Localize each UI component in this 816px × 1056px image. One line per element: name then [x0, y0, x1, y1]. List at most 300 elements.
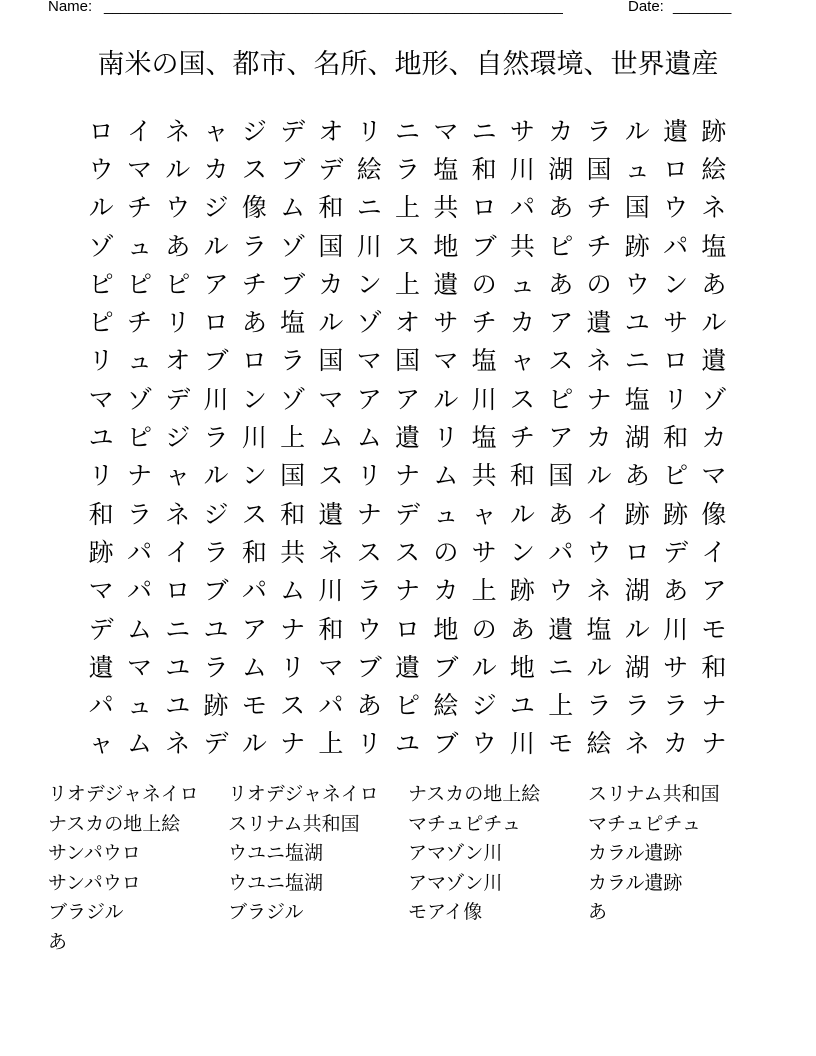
grid-cell[interactable]: ス	[548, 346, 574, 376]
grid-cell[interactable]: マ	[318, 652, 344, 682]
grid-cell[interactable]: ャ	[471, 499, 497, 529]
word-list-item: ナスカの地上絵	[408, 783, 541, 805]
grid-cell[interactable]: 像	[701, 499, 727, 529]
grid-cell[interactable]: 共	[509, 231, 535, 261]
grid-cell[interactable]: ム	[280, 193, 306, 223]
grid-cell[interactable]: デ	[165, 384, 191, 414]
grid-cell[interactable]: ブ	[471, 231, 497, 261]
grid-cell[interactable]: 絵	[701, 154, 727, 184]
grid-cell[interactable]: ウ	[165, 193, 191, 223]
grid-cell[interactable]: モ	[548, 729, 574, 759]
grid-cell[interactable]: ゾ	[356, 308, 382, 338]
grid-cell[interactable]: ウ	[471, 729, 497, 759]
grid-cell[interactable]: 国	[318, 231, 344, 261]
grid-cell[interactable]: マ	[433, 116, 459, 146]
grid-cell[interactable]: ピ	[126, 423, 152, 453]
grid-cell[interactable]: リ	[280, 652, 306, 682]
grid-cell[interactable]: あ	[548, 193, 574, 223]
grid-cell[interactable]: チ	[126, 193, 152, 223]
grid-cell[interactable]: 湖	[548, 154, 574, 184]
grid-cell[interactable]: 遺	[395, 423, 421, 453]
grid-cell[interactable]: 共	[471, 461, 497, 491]
grid-cell[interactable]: 川	[203, 384, 229, 414]
grid-cell[interactable]: カ	[663, 729, 689, 759]
grid-cell[interactable]: 共	[280, 537, 306, 567]
grid-cell[interactable]: ゾ	[88, 231, 114, 261]
grid-cell[interactable]: ス	[509, 384, 535, 414]
grid-cell[interactable]: ピ	[88, 269, 114, 299]
grid-cell[interactable]: ピ	[165, 269, 191, 299]
grid-cell[interactable]: 塩	[433, 154, 459, 184]
grid-cell[interactable]: 跡	[624, 231, 650, 261]
word-search-grid[interactable]	[82, 112, 733, 763]
grid-cell[interactable]: あ	[165, 231, 191, 261]
grid-cell[interactable]: ゾ	[701, 384, 727, 414]
grid-cell[interactable]: イ	[701, 537, 727, 567]
grid-cell[interactable]: ロ	[395, 614, 421, 644]
grid-cell[interactable]: デ	[203, 729, 229, 759]
grid-cell[interactable]: ロ	[88, 116, 114, 146]
grid-cell[interactable]: 川	[356, 231, 382, 261]
grid-cell[interactable]: 国	[548, 461, 574, 491]
grid-cell[interactable]: ア	[203, 269, 229, 299]
grid-cell[interactable]: カ	[701, 423, 727, 453]
grid-cell[interactable]: デ	[395, 499, 421, 529]
grid-cell[interactable]: ス	[395, 537, 421, 567]
grid-cell[interactable]: ユ	[165, 691, 191, 721]
grid-cell[interactable]: 湖	[624, 423, 650, 453]
grid-cell[interactable]: ラ	[395, 154, 421, 184]
grid-cell[interactable]: ジ	[203, 499, 229, 529]
grid-cell[interactable]: ラ	[586, 116, 612, 146]
grid-cell[interactable]: 川	[471, 384, 497, 414]
grid-cell[interactable]: マ	[701, 461, 727, 491]
grid-cell[interactable]: の	[471, 614, 497, 644]
grid-cell[interactable]: 絵	[356, 154, 382, 184]
grid-cell[interactable]: イ	[126, 116, 152, 146]
grid-cell[interactable]: ル	[203, 461, 229, 491]
grid-cell[interactable]: 塩	[586, 614, 612, 644]
grid-cell[interactable]: ナ	[395, 576, 421, 606]
grid-cell[interactable]: 和	[318, 193, 344, 223]
grid-cell[interactable]: 塩	[471, 346, 497, 376]
grid-cell[interactable]: 上	[471, 576, 497, 606]
grid-cell[interactable]: ロ	[663, 154, 689, 184]
grid-cell[interactable]: 共	[433, 193, 459, 223]
grid-cell[interactable]: ス	[318, 461, 344, 491]
grid-cell[interactable]: ナ	[586, 384, 612, 414]
grid-cell[interactable]: マ	[126, 652, 152, 682]
grid-cell[interactable]: ア	[548, 423, 574, 453]
grid-cell[interactable]: パ	[126, 537, 152, 567]
grid-cell[interactable]: ナ	[126, 461, 152, 491]
grid-cell[interactable]: 上	[280, 423, 306, 453]
grid-cell[interactable]: ラ	[586, 691, 612, 721]
grid-cell[interactable]: 上	[548, 691, 574, 721]
grid-cell[interactable]: ナ	[280, 729, 306, 759]
grid-cell[interactable]: ュ	[126, 231, 152, 261]
grid-cell[interactable]: ン	[241, 384, 267, 414]
grid-cell[interactable]: ム	[318, 423, 344, 453]
grid-cell[interactable]: ウ	[548, 576, 574, 606]
grid-cell[interactable]: ナ	[701, 691, 727, 721]
grid-cell[interactable]: 跡	[203, 691, 229, 721]
grid-cell[interactable]: ブ	[280, 269, 306, 299]
grid-cell[interactable]: ラ	[241, 231, 267, 261]
grid-cell[interactable]: ア	[548, 308, 574, 338]
grid-cell[interactable]: ナ	[701, 729, 727, 759]
grid-cell[interactable]: ゾ	[126, 384, 152, 414]
word-list-item: スリナム共和国	[228, 812, 360, 835]
grid-cell[interactable]: ブ	[433, 652, 459, 682]
grid-cell[interactable]: ア	[356, 384, 382, 414]
grid-cell[interactable]: ネ	[701, 193, 727, 223]
grid-cell[interactable]: 跡	[663, 499, 689, 529]
grid-cell[interactable]: ナ	[395, 461, 421, 491]
grid-cell[interactable]: イ	[586, 499, 612, 529]
grid-cell[interactable]: 国	[586, 154, 612, 184]
grid-cell[interactable]: ネ	[586, 346, 612, 376]
grid-cell[interactable]: ル	[88, 193, 114, 223]
grid-cell[interactable]: ウ	[586, 537, 612, 567]
grid-cell[interactable]: 国	[395, 346, 421, 376]
grid-cell[interactable]: 和	[280, 499, 306, 529]
grid-cell[interactable]: ピ	[548, 384, 574, 414]
grid-cell[interactable]: 塩	[280, 308, 306, 338]
grid-cell[interactable]: リ	[356, 461, 382, 491]
grid-cell[interactable]: チ	[509, 423, 535, 453]
grid-cell[interactable]: 上	[395, 193, 421, 223]
grid-cell[interactable]: ユ	[165, 652, 191, 682]
grid-cell[interactable]: 遺	[586, 308, 612, 338]
grid-cell[interactable]: 遺	[663, 116, 689, 146]
grid-cell[interactable]: 跡	[509, 576, 535, 606]
grid-cell[interactable]: ル	[586, 461, 612, 491]
grid-cell[interactable]: ネ	[318, 537, 344, 567]
grid-cell[interactable]: チ	[471, 308, 497, 338]
grid-cell[interactable]: ブ	[280, 154, 306, 184]
grid-cell[interactable]: あ	[356, 691, 382, 721]
grid-cell[interactable]: ム	[280, 576, 306, 606]
grid-cell[interactable]: モ	[241, 691, 267, 721]
grid-cell[interactable]: 遺	[318, 499, 344, 529]
grid-cell[interactable]: 上	[395, 269, 421, 299]
grid-cell[interactable]: ネ	[624, 729, 650, 759]
grid-cell[interactable]: 跡	[624, 499, 650, 529]
grid-cell[interactable]: チ	[241, 269, 267, 299]
grid-cell[interactable]: ロ	[241, 346, 267, 376]
grid-cell[interactable]: 和	[663, 423, 689, 453]
grid-cell[interactable]: ュ	[509, 269, 535, 299]
word-list-item: アマゾン川	[408, 842, 503, 864]
grid-cell[interactable]: 和	[471, 154, 497, 184]
grid-cell[interactable]: ウ	[663, 193, 689, 223]
grid-cell[interactable]: 川	[318, 576, 344, 606]
grid-cell[interactable]: ス	[395, 231, 421, 261]
grid-cell[interactable]: イ	[165, 537, 191, 567]
grid-cell[interactable]: ャ	[88, 729, 114, 759]
grid-cell[interactable]: ユ	[624, 308, 650, 338]
grid-cell[interactable]: カ	[509, 308, 535, 338]
grid-cell[interactable]: 和	[509, 461, 535, 491]
grid-cell[interactable]: ア	[395, 384, 421, 414]
grid-cell[interactable]: ラ	[624, 691, 650, 721]
grid-cell[interactable]: ル	[624, 614, 650, 644]
grid-cell[interactable]: 川	[663, 614, 689, 644]
word-list-item: サンパウロ	[48, 842, 141, 864]
grid-cell[interactable]: マ	[88, 384, 114, 414]
grid-cell[interactable]: ラ	[203, 423, 229, 453]
grid-cell[interactable]: カ	[318, 269, 344, 299]
grid-cell[interactable]: ラ	[280, 346, 306, 376]
grid-cell[interactable]: 湖	[624, 576, 650, 606]
grid-cell[interactable]: ル	[701, 308, 727, 338]
grid-cell[interactable]: ブ	[433, 729, 459, 759]
name-label: Name:	[48, 0, 93, 15]
grid-cell[interactable]: ユ	[203, 614, 229, 644]
grid-cell[interactable]: ニ	[548, 652, 574, 682]
grid-cell[interactable]: ス	[356, 537, 382, 567]
grid-cell[interactable]: ム	[241, 652, 267, 682]
grid-cell[interactable]: デ	[318, 154, 344, 184]
grid-cell[interactable]: ネ	[165, 116, 191, 146]
grid-cell[interactable]: ム	[356, 423, 382, 453]
grid-cell[interactable]: 国	[280, 461, 306, 491]
grid-cell[interactable]: リ	[88, 346, 114, 376]
grid-cell[interactable]: ジ	[203, 193, 229, 223]
grid-cell[interactable]: の	[586, 269, 612, 299]
grid-cell[interactable]: ス	[241, 154, 267, 184]
grid-cell[interactable]: デ	[88, 614, 114, 644]
grid-cell[interactable]: ロ	[624, 537, 650, 567]
grid-cell[interactable]: ニ	[395, 116, 421, 146]
grid-cell[interactable]: チ	[586, 193, 612, 223]
grid-cell[interactable]: 遺	[433, 269, 459, 299]
grid-cell[interactable]: リ	[165, 308, 191, 338]
grid-cell[interactable]: 和	[318, 614, 344, 644]
grid-cell[interactable]: ブ	[356, 652, 382, 682]
grid-cell[interactable]: 塩	[471, 423, 497, 453]
grid-cell[interactable]: ウ	[88, 154, 114, 184]
grid-cell[interactable]: の	[433, 537, 459, 567]
grid-cell[interactable]: 国	[624, 193, 650, 223]
grid-cell[interactable]: ル	[318, 308, 344, 338]
grid-cell[interactable]: ャ	[509, 346, 535, 376]
grid-cell[interactable]: ュ	[433, 499, 459, 529]
grid-cell[interactable]: 遺	[88, 652, 114, 682]
grid-cell[interactable]: ン	[241, 461, 267, 491]
grid-cell[interactable]: 上	[318, 729, 344, 759]
grid-cell[interactable]: 塩	[624, 384, 650, 414]
grid-cell[interactable]: ル	[241, 729, 267, 759]
grid-cell[interactable]: ル	[203, 231, 229, 261]
grid-cell[interactable]: 遺	[395, 652, 421, 682]
grid-cell[interactable]: 川	[509, 154, 535, 184]
grid-cell[interactable]: ン	[356, 269, 382, 299]
grid-cell[interactable]: ニ	[165, 614, 191, 644]
grid-cell[interactable]: ピ	[663, 461, 689, 491]
grid-cell[interactable]: 和	[701, 652, 727, 682]
name-field[interactable]: _______________________________________________________	[104, 0, 563, 15]
grid-cell[interactable]: ネ	[586, 576, 612, 606]
grid-cell[interactable]: ュ	[624, 154, 650, 184]
grid-cell[interactable]: ニ	[356, 193, 382, 223]
grid-cell[interactable]: ナ	[356, 499, 382, 529]
grid-cell[interactable]: 絵	[433, 691, 459, 721]
grid-cell[interactable]: 地	[509, 652, 535, 682]
grid-cell[interactable]: ブ	[203, 576, 229, 606]
grid-cell[interactable]: あ	[509, 614, 535, 644]
grid-cell[interactable]: 湖	[624, 652, 650, 682]
grid-cell[interactable]: ス	[280, 691, 306, 721]
grid-cell[interactable]: ラ	[126, 499, 152, 529]
grid-cell[interactable]: 地	[433, 614, 459, 644]
grid-cell[interactable]: チ	[126, 308, 152, 338]
grid-cell[interactable]: リ	[356, 729, 382, 759]
grid-cell[interactable]: ラ	[356, 576, 382, 606]
grid-cell[interactable]: ア	[241, 614, 267, 644]
grid-cell[interactable]: マ	[126, 154, 152, 184]
grid-cell[interactable]: チ	[586, 231, 612, 261]
grid-cell[interactable]: ア	[701, 576, 727, 606]
grid-cell[interactable]: ユ	[88, 423, 114, 453]
grid-cell[interactable]: カ	[203, 154, 229, 184]
grid-cell[interactable]: ュ	[126, 691, 152, 721]
grid-cell[interactable]: ロ	[663, 346, 689, 376]
grid-cell[interactable]: あ	[548, 499, 574, 529]
grid-cell[interactable]: サ	[433, 308, 459, 338]
grid-cell[interactable]: あ	[548, 269, 574, 299]
grid-cell[interactable]: リ	[663, 384, 689, 414]
grid-cell[interactable]: ュ	[126, 346, 152, 376]
grid-cell[interactable]: ラ	[663, 691, 689, 721]
grid-cell[interactable]: パ	[509, 193, 535, 223]
grid-cell[interactable]: ピ	[395, 691, 421, 721]
grid-cell[interactable]: デ	[663, 537, 689, 567]
grid-cell[interactable]: ラ	[203, 652, 229, 682]
name-date-header	[48, 0, 748, 20]
grid-cell[interactable]: あ	[241, 308, 267, 338]
grid-cell[interactable]: リ	[356, 116, 382, 146]
grid-cell[interactable]: モ	[701, 614, 727, 644]
grid-cell[interactable]: ル	[586, 652, 612, 682]
grid-cell[interactable]: カ	[548, 116, 574, 146]
grid-cell[interactable]: パ	[318, 691, 344, 721]
grid-cell[interactable]: ル	[471, 652, 497, 682]
grid-cell[interactable]: ウ	[624, 269, 650, 299]
grid-cell[interactable]: の	[471, 269, 497, 299]
word-list-item: マチュピチュ	[588, 812, 701, 835]
grid-cell[interactable]: ゾ	[280, 231, 306, 261]
grid-cell[interactable]: マ	[88, 576, 114, 606]
word-list-item: あ	[48, 930, 68, 953]
grid-cell[interactable]: パ	[126, 576, 152, 606]
grid-cell[interactable]: オ	[395, 308, 421, 338]
grid-cell[interactable]: ル	[165, 154, 191, 184]
grid-cell[interactable]: オ	[318, 116, 344, 146]
grid-cell[interactable]: パ	[88, 691, 114, 721]
grid-cell[interactable]: 像	[241, 193, 267, 223]
grid-cell[interactable]: ネ	[165, 499, 191, 529]
grid-cell[interactable]: ピ	[126, 269, 152, 299]
grid-cell[interactable]: ロ	[203, 308, 229, 338]
grid-cell[interactable]: サ	[509, 116, 535, 146]
grid-cell[interactable]: ロ	[471, 193, 497, 223]
grid-cell[interactable]: あ	[624, 461, 650, 491]
grid-cell[interactable]: サ	[663, 308, 689, 338]
grid-cell[interactable]: マ	[433, 346, 459, 376]
grid-cell[interactable]: ロ	[165, 576, 191, 606]
grid-cell[interactable]: ピ	[88, 308, 114, 338]
grid-cell[interactable]: オ	[165, 346, 191, 376]
grid-cell[interactable]: 和	[241, 537, 267, 567]
grid-cell[interactable]: 国	[318, 346, 344, 376]
grid-cell[interactable]: 川	[241, 423, 267, 453]
grid-cell[interactable]: ャ	[165, 461, 191, 491]
grid-cell[interactable]: ネ	[165, 729, 191, 759]
grid-cell[interactable]: 跡	[701, 116, 727, 146]
grid-cell[interactable]: ピ	[548, 231, 574, 261]
grid-cell[interactable]: ニ	[624, 346, 650, 376]
grid-cell[interactable]: 遺	[701, 346, 727, 376]
grid-cell[interactable]: ル	[433, 384, 459, 414]
grid-cell[interactable]: リ	[88, 461, 114, 491]
grid-cell[interactable]: パ	[241, 576, 267, 606]
grid-cell[interactable]: カ	[433, 576, 459, 606]
grid-cell[interactable]: 遺	[548, 614, 574, 644]
grid-cell[interactable]: ユ	[509, 691, 535, 721]
grid-cell[interactable]: マ	[356, 346, 382, 376]
grid-cell[interactable]: 地	[433, 231, 459, 261]
grid-cell[interactable]: サ	[663, 652, 689, 682]
grid-cell[interactable]: 跡	[88, 537, 114, 567]
grid-cell[interactable]: パ	[548, 537, 574, 567]
date-field[interactable]: _______	[673, 0, 732, 15]
grid-cell[interactable]: ウ	[356, 614, 382, 644]
grid-cell[interactable]: ャ	[203, 116, 229, 146]
grid-cell[interactable]: ジ	[471, 691, 497, 721]
grid-cell[interactable]: ラ	[203, 537, 229, 567]
grid-cell[interactable]: マ	[318, 384, 344, 414]
grid-cell[interactable]: ジ	[165, 423, 191, 453]
grid-cell[interactable]: ニ	[471, 116, 497, 146]
grid-cell[interactable]: 和	[88, 499, 114, 529]
grid-cell[interactable]: ブ	[203, 346, 229, 376]
grid-cell[interactable]: ム	[126, 729, 152, 759]
grid-cell[interactable]: ユ	[395, 729, 421, 759]
grid-cell[interactable]: カ	[586, 423, 612, 453]
grid-cell[interactable]: 川	[509, 729, 535, 759]
grid-cell[interactable]: 絵	[586, 729, 612, 759]
grid-cell[interactable]: ン	[663, 269, 689, 299]
grid-cell[interactable]: ル	[624, 116, 650, 146]
grid-cell[interactable]: ジ	[241, 116, 267, 146]
grid-cell[interactable]: ゾ	[280, 384, 306, 414]
grid-cell[interactable]: ム	[433, 461, 459, 491]
grid-cell[interactable]: サ	[471, 537, 497, 567]
grid-cell[interactable]: パ	[663, 231, 689, 261]
grid-cell[interactable]: あ	[663, 576, 689, 606]
grid-cell[interactable]: ス	[241, 499, 267, 529]
grid-cell[interactable]: ル	[509, 499, 535, 529]
grid-cell[interactable]: デ	[280, 116, 306, 146]
grid-cell[interactable]: リ	[433, 423, 459, 453]
grid-cell[interactable]: あ	[701, 269, 727, 299]
grid-cell[interactable]: ン	[509, 537, 535, 567]
grid-cell[interactable]: 塩	[701, 231, 727, 261]
grid-cell[interactable]: ム	[126, 614, 152, 644]
grid-cell[interactable]: ナ	[280, 614, 306, 644]
